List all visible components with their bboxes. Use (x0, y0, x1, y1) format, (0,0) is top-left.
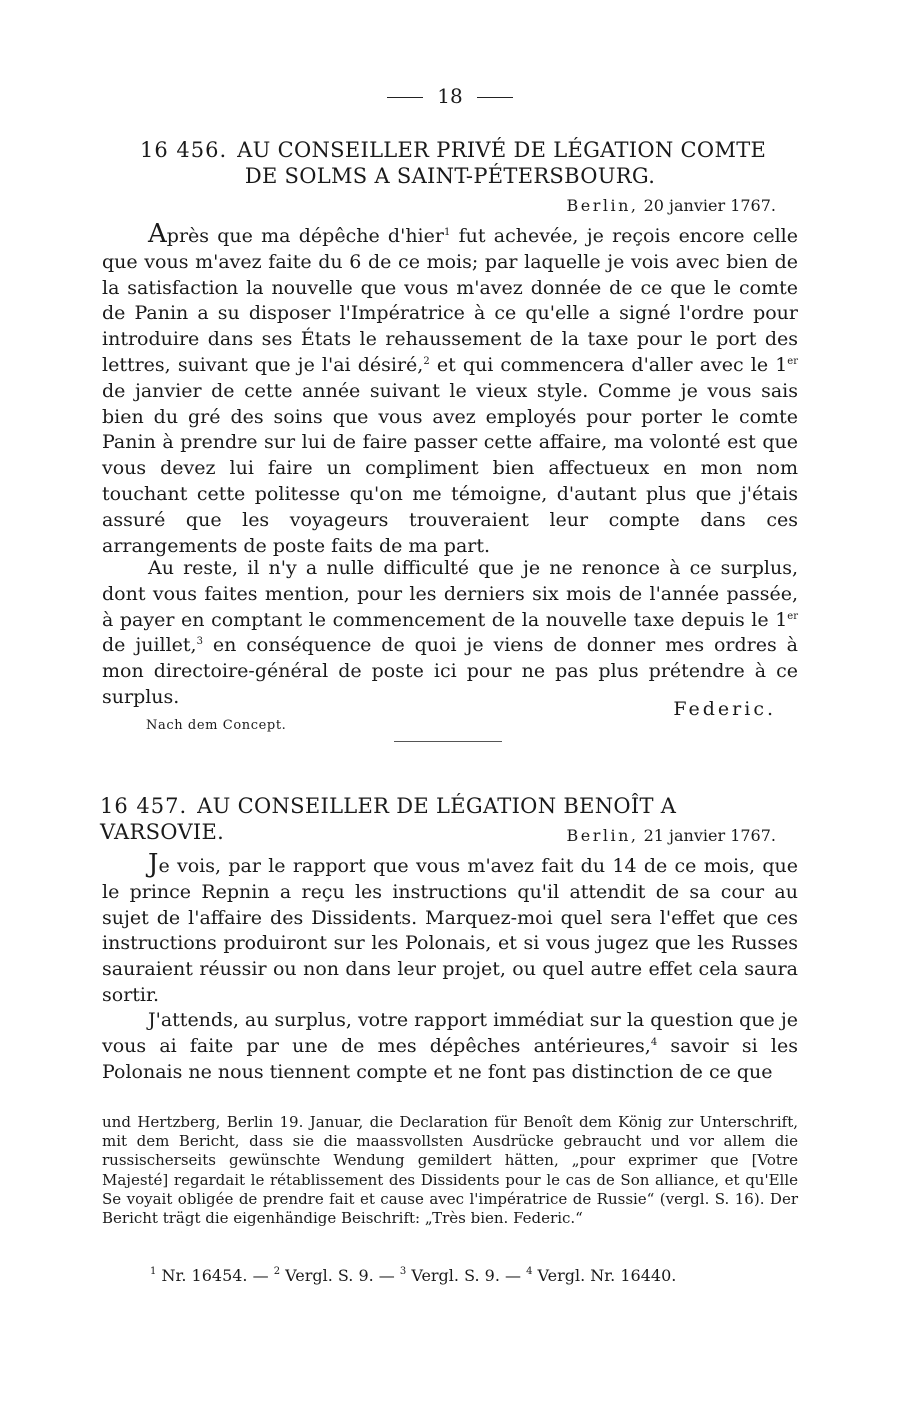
footnote-ref-mark: 3 (399, 1266, 407, 1277)
letter-paragraph (102, 556, 798, 711)
paragraph-text: de janvier de cette année suivant le vieux style. Comme je vous sais bien du gré des soins que vous avez employés pour porter le comte Panin à prendre sur lui de faire passer cette affaire, ma volonté est que vous devez lui faire un compliment bien affectueux en mon nom touchant cette politesse qu'on me témoigne, d'autant plus que j'étais assuré que les voyageurs trouveraient leur compte dans ces arrangements de poste faits de ma part. (102, 379, 798, 557)
dateline-place: Berlin, (566, 826, 639, 845)
footnote-ref-mark: 2 (273, 1266, 281, 1277)
footnote-text: und Hertzberg, Berlin 19. Januar, die Declaration für Benoît dem König zur Unterschrift, mit dem Bericht, dass sie die maassvollsten Ausdrücke gebraucht und vor allem die russischerseits gewünschte Wendung gemildert hätten, „pour exprimer que [Votre Majesté] regardait le rétablissement des Dissidents pour le cas de Son alliance, et qu'Elle Se voyait obligée de prendre fait et cause avec l'impératrice de Russie“ (vergl. S. 16). Der Bericht trägt die eigenhändige Beischrift: „Très bien. Federic.“ (102, 1113, 798, 1228)
paragraph-text: Au reste, il n'y a nulle difficulté que je ne renonce à ce surplus, dont vous faites mention, pour les derniers six mois de l'année passée, à payer en comptant le commencement de la nouvelle taxe depuis le 1 (102, 557, 798, 631)
footnote-marker: 3 (196, 636, 203, 648)
paragraph-text: de juillet, (102, 634, 197, 657)
dateline (100, 826, 776, 845)
paragraph-text: et qui commencera d'aller avec le 1 (429, 353, 788, 376)
letter-paragraph (102, 1008, 798, 1085)
dateline-place: Berlin, (566, 196, 639, 215)
header-dash-left (387, 97, 423, 98)
footnote-ref-mark: 4 (526, 1266, 533, 1277)
footnote-ref-mark: 1 (150, 1266, 157, 1277)
footnote-ref: Vergl. S. 9. (406, 1266, 500, 1285)
dateline-date: 20 janvier 1767. (643, 196, 776, 215)
letter-number: 16 456. (140, 138, 228, 162)
paragraph-text: Après que ma dépêche d'hier (148, 219, 444, 249)
paragraph-text: en conséquence de quoi je viens de donner mes ordres à mon directoire-général de poste ici pour ne pas plus prétendre à ce surplus. (102, 634, 798, 708)
letter-heading (100, 137, 800, 189)
source-note: Nach dem Concept. (146, 718, 287, 733)
letter-paragraph: Je vois, par le rapport que vous m'avez fait du 14 de ce mois, que le prince Repnin a reçu les instructions qu'il attendit de sa cour au sujet de l'affaire des Dissidents. Marquez-moi quel sera l'effet que ces instructions produiront sur les Polonais, et si vous jugez que les Russes sauraient réussir ou non dans leur projet, ou quel autre effet cela saura sortir. (102, 849, 798, 1006)
footnote-references (150, 1266, 676, 1285)
paragraph-text: savoir si les Polonais ne nous tiennent compte et ne font pas distinction de ce que (102, 1034, 798, 1083)
dateline (100, 196, 776, 215)
page-number: 18 (437, 84, 463, 108)
footnote-separator: — (247, 1266, 274, 1285)
footnote-ref: Nr. 16454. (156, 1266, 248, 1285)
signature: Federic. (673, 698, 776, 720)
footnote-ref: Vergl. S. 9. (280, 1266, 374, 1285)
footnote-marker: 1 (443, 227, 451, 238)
footnote-separator: — (499, 1266, 527, 1285)
letter-number: 16 457. (100, 794, 188, 818)
header-dash-right (477, 97, 513, 98)
footnote-marker: 2 (423, 355, 430, 367)
section-divider (394, 741, 502, 742)
ordinal-suffix: er (787, 610, 798, 622)
dateline-date: 21 janvier 1767. (643, 826, 776, 845)
letter-paragraph (102, 219, 798, 559)
paragraph-text: J'attends, au surplus, votre rapport immédiat sur la question que je vous ai faite par une de mes dépêches antérieures, (102, 1009, 798, 1057)
letter-title: AU CONSEILLER DE LÉGATION BENOÎT A VARSOVIE. (100, 794, 677, 844)
letter-title-continued: DE SOLMS A SAINT-PÉTERSBOURG. (244, 164, 656, 188)
page-header (0, 84, 900, 108)
footnote-ref: Vergl. Nr. 16440. (532, 1266, 677, 1285)
footnote-marker: 4 (650, 1036, 658, 1048)
paragraph-text: fut achevée, je reçois encore celle que vous m'avez faite du 6 de ce mois; par laquelle je vois avec bien de la satisfaction la nouvelle que vous m'avez donnée de ce que le comte de Panin a su disposer l'Impératrice à ce qu'elle a signé l'ordre pour introduire dans ses États le rehaussement de la taxe pour le port des lettres, suivant que je l'ai désiré, (102, 225, 798, 376)
letter-title: AU CONSEILLER PRIVÉ DE LÉGATION COMTE (237, 138, 767, 162)
ordinal-suffix: er (787, 355, 798, 367)
footnote-separator: — (373, 1266, 400, 1285)
